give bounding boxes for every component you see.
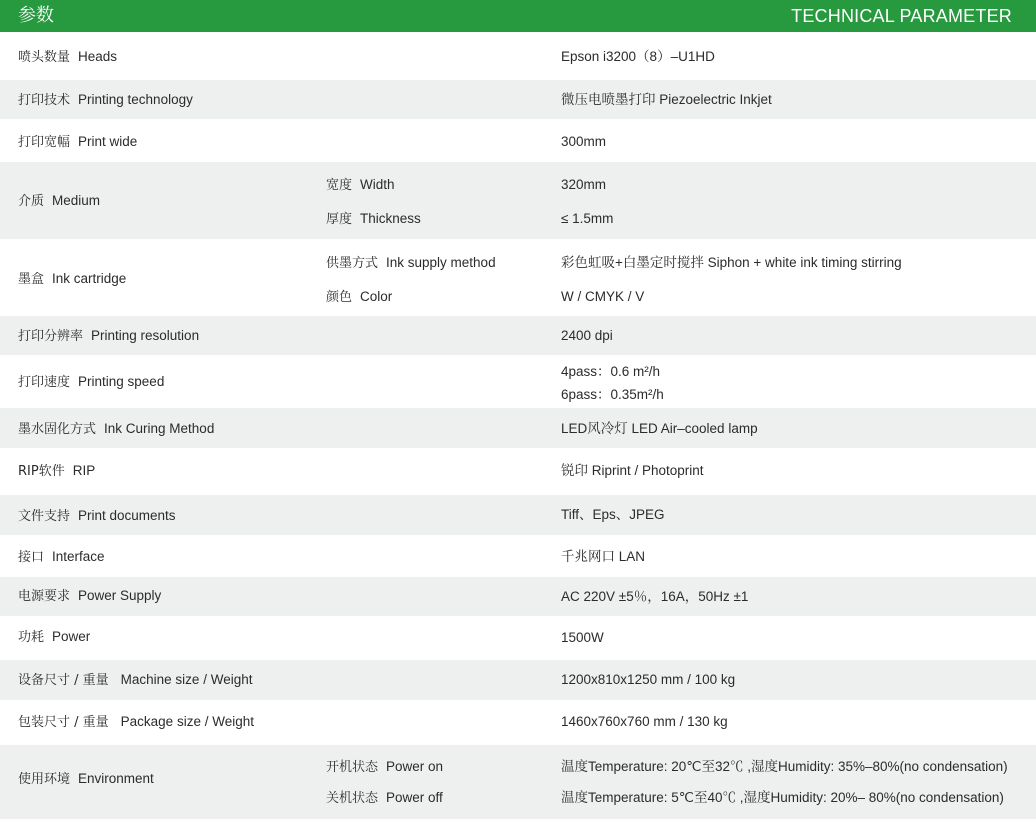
param-sub-label: 关机状态 Power off: [326, 790, 443, 806]
param-value: LED风冷灯 LED Air–cooled lamp: [561, 421, 758, 436]
param-row-ink-cartridge: [0, 239, 1036, 316]
param-row-environment: [0, 745, 1036, 819]
table-header-bar: [0, 0, 1036, 32]
param-sub-label: 开机状态 Power on: [326, 759, 444, 775]
param-label: 电源要求 Power Supply: [18, 588, 162, 604]
param-label: 墨盒 Ink cartridge: [18, 271, 127, 287]
param-label: 文件支持 Print documents: [18, 508, 176, 524]
param-label: 接口 Interface: [18, 549, 105, 565]
param-label: 打印速度 Printing speed: [18, 374, 165, 390]
param-value: 1500W: [561, 630, 604, 645]
param-label: 功耗 Power: [18, 629, 91, 645]
param-row-package-size: [0, 700, 1036, 745]
param-row-printing-technology: [0, 80, 1036, 119]
param-row-power-supply: [0, 577, 1036, 616]
param-value: Tiff、Eps、JPEG: [561, 507, 665, 522]
param-value: 微压电喷墨打印 Piezoelectric Inkjet: [561, 92, 772, 107]
param-label: 包装尺寸 / 重量 Package size / Weight: [18, 714, 254, 730]
param-value: 温度Temperature: 5℃至40℃ ,湿度Humidity: 20%– 80%(no condensation): [561, 790, 1004, 805]
param-value: AC 220V ±5％，16A，50Hz ±1: [561, 589, 749, 604]
param-value: Epson i3200（8）–U1HD: [561, 49, 715, 64]
param-value: 锐印 Riprint / Photoprint: [561, 463, 704, 478]
param-value: 320mm: [561, 177, 607, 192]
param-label: 打印宽幅 Print wide: [18, 134, 138, 150]
param-value: 温度Temperature: 20℃至32℃ ,湿度Humidity: 35%–80%(no condensation): [561, 759, 1008, 774]
param-sub-label: 宽度 Width: [326, 177, 395, 193]
param-value: 1200x810x1250 mm / 100 kg: [561, 672, 736, 687]
param-row-printing-resolution: [0, 316, 1036, 355]
param-value: ≤ 1.5mm: [561, 211, 614, 226]
param-value: 300mm: [561, 134, 607, 149]
param-label: 墨水固化方式 Ink Curing Method: [18, 421, 215, 437]
param-row-machine-size: [0, 660, 1036, 700]
param-row-ink-curing-method: [0, 408, 1036, 448]
param-label: 喷头数量 Heads: [18, 49, 118, 65]
param-value: 4pass：0.6 m²/h: [561, 364, 661, 379]
param-row-heads: [0, 33, 1036, 78]
param-label: 打印分辨率 Printing resolution: [18, 328, 200, 344]
header-title-en: TECHNICAL PARAMETER: [791, 6, 1012, 26]
param-sub-label: 颜色 Color: [326, 289, 393, 305]
param-value: 1460x760x760 mm / 130 kg: [561, 714, 728, 729]
param-value: 2400 dpi: [561, 328, 613, 343]
param-value: W / CMYK / V: [561, 289, 645, 304]
param-value: 彩色虹吸+白墨定时搅拌 Siphon + white ink timing stirring: [561, 255, 902, 270]
param-row-medium: [0, 162, 1036, 239]
param-value: 千兆网口 LAN: [561, 549, 646, 564]
param-row-rip: [0, 448, 1036, 495]
param-sub-label: 厚度 Thickness: [326, 211, 421, 227]
param-row-print-wide: [0, 119, 1036, 162]
param-label: 打印技术 Printing technology: [18, 92, 193, 108]
param-value: 6pass：0.35m²/h: [561, 387, 664, 402]
param-row-printing-speed: [0, 355, 1036, 408]
header-title-cn: 参数: [18, 5, 54, 26]
param-label: 设备尺寸 / 重量 Machine size / Weight: [18, 672, 253, 688]
param-row-interface: [0, 535, 1036, 577]
param-label: 使用环境 Environment: [18, 771, 154, 787]
param-row-power: [0, 616, 1036, 660]
param-sub-label: 供墨方式 Ink supply method: [326, 255, 496, 271]
param-row-print-documents: [0, 495, 1036, 535]
param-label: 介质 Medium: [18, 193, 101, 209]
param-label: RIP软件 RIP: [18, 463, 96, 479]
